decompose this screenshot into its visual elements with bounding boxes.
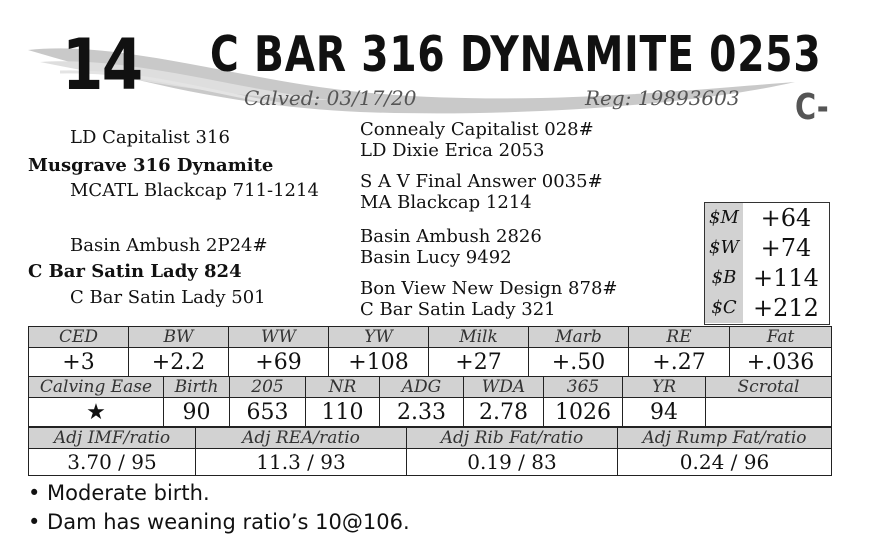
perf-header-calving-ease: Calving Ease: [29, 377, 164, 398]
epd-value-re: +.27: [629, 348, 730, 377]
dollar-index-row: [705, 203, 829, 233]
dollar-index-label: $M: [705, 203, 743, 233]
ultrasound-value-rea: 11.3 / 93: [196, 449, 407, 476]
animal-name: C BAR 316 DYNAMITE 0253: [210, 26, 822, 83]
epd-value-ced: +3: [29, 348, 129, 377]
dollar-index-value: +114: [753, 264, 819, 292]
perf-value-365: 1026: [544, 398, 623, 427]
ultrasound-value-row: [29, 449, 832, 476]
perf-value-yr: 94: [623, 398, 706, 427]
dollar-index-row: [705, 263, 829, 293]
perf-header-wda: WDA: [464, 377, 544, 398]
pedigree-ddd: C Bar Satin Lady 321: [360, 299, 556, 320]
dollar-index-value: +212: [753, 294, 819, 322]
ultrasound-header-rib-fat: Adj Rib Fat/ratio: [407, 428, 618, 449]
epd-value-fat: +.036: [730, 348, 832, 377]
perf-value-birth: 90: [164, 398, 230, 427]
perf-value-wda: 2.78: [464, 398, 544, 427]
pedigree-dam-dam: C Bar Satin Lady 501: [70, 287, 266, 308]
ultrasound-table: [28, 427, 832, 476]
pedigree-sdd: MA Blackcap 1214: [360, 192, 532, 213]
ultrasound-value-rib-fat: 0.19 / 83: [407, 449, 618, 476]
dollar-index-value: +74: [760, 234, 812, 262]
ultrasound-header-imf: Adj IMF/ratio: [29, 428, 196, 449]
pedigree-sire: Musgrave 316 Dynamite: [28, 155, 274, 176]
pedigree-sss: Connealy Capitalist 028#: [360, 119, 594, 140]
perf-value-nr: 110: [306, 398, 380, 427]
perf-header-birth: Birth: [164, 377, 230, 398]
epd-value-milk: +27: [429, 348, 529, 377]
note-dam-weaning: • Dam has weaning ratio’s 10@106.: [28, 510, 410, 534]
pedigree-dds: Bon View New Design 878#: [360, 278, 618, 299]
epd-value-yw: +108: [329, 348, 429, 377]
epd-header-yw: YW: [329, 327, 429, 348]
epd-header-milk: Milk: [429, 327, 529, 348]
dollar-index-box: [704, 202, 830, 325]
calved-date: Calved: 03/17/20: [244, 86, 417, 110]
lot-number: 14: [62, 24, 142, 106]
ultrasound-value-rump-fat: 0.24 / 96: [618, 449, 832, 476]
pedigree-ssd: LD Dixie Erica 2053: [360, 140, 545, 161]
perf-header-365: 365: [544, 377, 623, 398]
dollar-index-row: [705, 293, 829, 323]
epd-header-row: [29, 327, 832, 348]
perf-header-yr: YR: [623, 377, 706, 398]
epd-header-marb: Marb: [529, 327, 629, 348]
perf-header-scrotal: Scrotal: [706, 377, 832, 398]
pedigree-sire-sire: LD Capitalist 316: [70, 127, 230, 148]
pedigree-dsd: Basin Lucy 9492: [360, 247, 512, 268]
pedigree-sds: S A V Final Answer 0035#: [360, 171, 603, 192]
pedigree-sire-dam: MCATL Blackcap 711-1214: [70, 180, 319, 201]
perf-header-adg: ADG: [380, 377, 464, 398]
performance-header-row: [29, 377, 832, 398]
performance-table: [28, 376, 832, 427]
dollar-index-label: $B: [705, 263, 743, 293]
note-birth: • Moderate birth.: [28, 481, 210, 505]
pedigree-dss: Basin Ambush 2826: [360, 226, 542, 247]
ultrasound-value-imf: 3.70 / 95: [29, 449, 196, 476]
epd-header-re: RE: [629, 327, 730, 348]
performance-value-row: [29, 398, 832, 427]
perf-value-scrotal: [706, 398, 832, 427]
epd-header-fat: Fat: [730, 327, 832, 348]
epd-header-ced: CED: [29, 327, 129, 348]
dollar-index-value: +64: [760, 204, 812, 232]
perf-value-calving-ease: ★: [29, 398, 164, 427]
dollar-index-label: $C: [705, 293, 743, 323]
pedigree-dam-sire: Basin Ambush 2P24#: [70, 235, 268, 256]
perf-value-205: 653: [230, 398, 306, 427]
epd-value-row: [29, 348, 832, 377]
pedigree-dam: C Bar Satin Lady 824: [28, 261, 242, 282]
dollar-index-label: $W: [705, 233, 743, 263]
perf-header-205: 205: [230, 377, 306, 398]
dollar-index-row: [705, 233, 829, 263]
epd-value-marb: +.50: [529, 348, 629, 377]
ultrasound-header-rea: Adj REA/ratio: [196, 428, 407, 449]
perf-value-adg: 2.33: [380, 398, 464, 427]
ultrasound-header-row: [29, 428, 832, 449]
registration-number: Reg: 19893603: [585, 86, 740, 110]
grade-badge: C-: [795, 87, 829, 128]
epd-table: [28, 326, 832, 377]
perf-header-nr: NR: [306, 377, 380, 398]
epd-header-bw: BW: [129, 327, 229, 348]
epd-value-bw: +2.2: [129, 348, 229, 377]
epd-header-ww: WW: [229, 327, 329, 348]
epd-value-ww: +69: [229, 348, 329, 377]
ultrasound-header-rump-fat: Adj Rump Fat/ratio: [618, 428, 832, 449]
